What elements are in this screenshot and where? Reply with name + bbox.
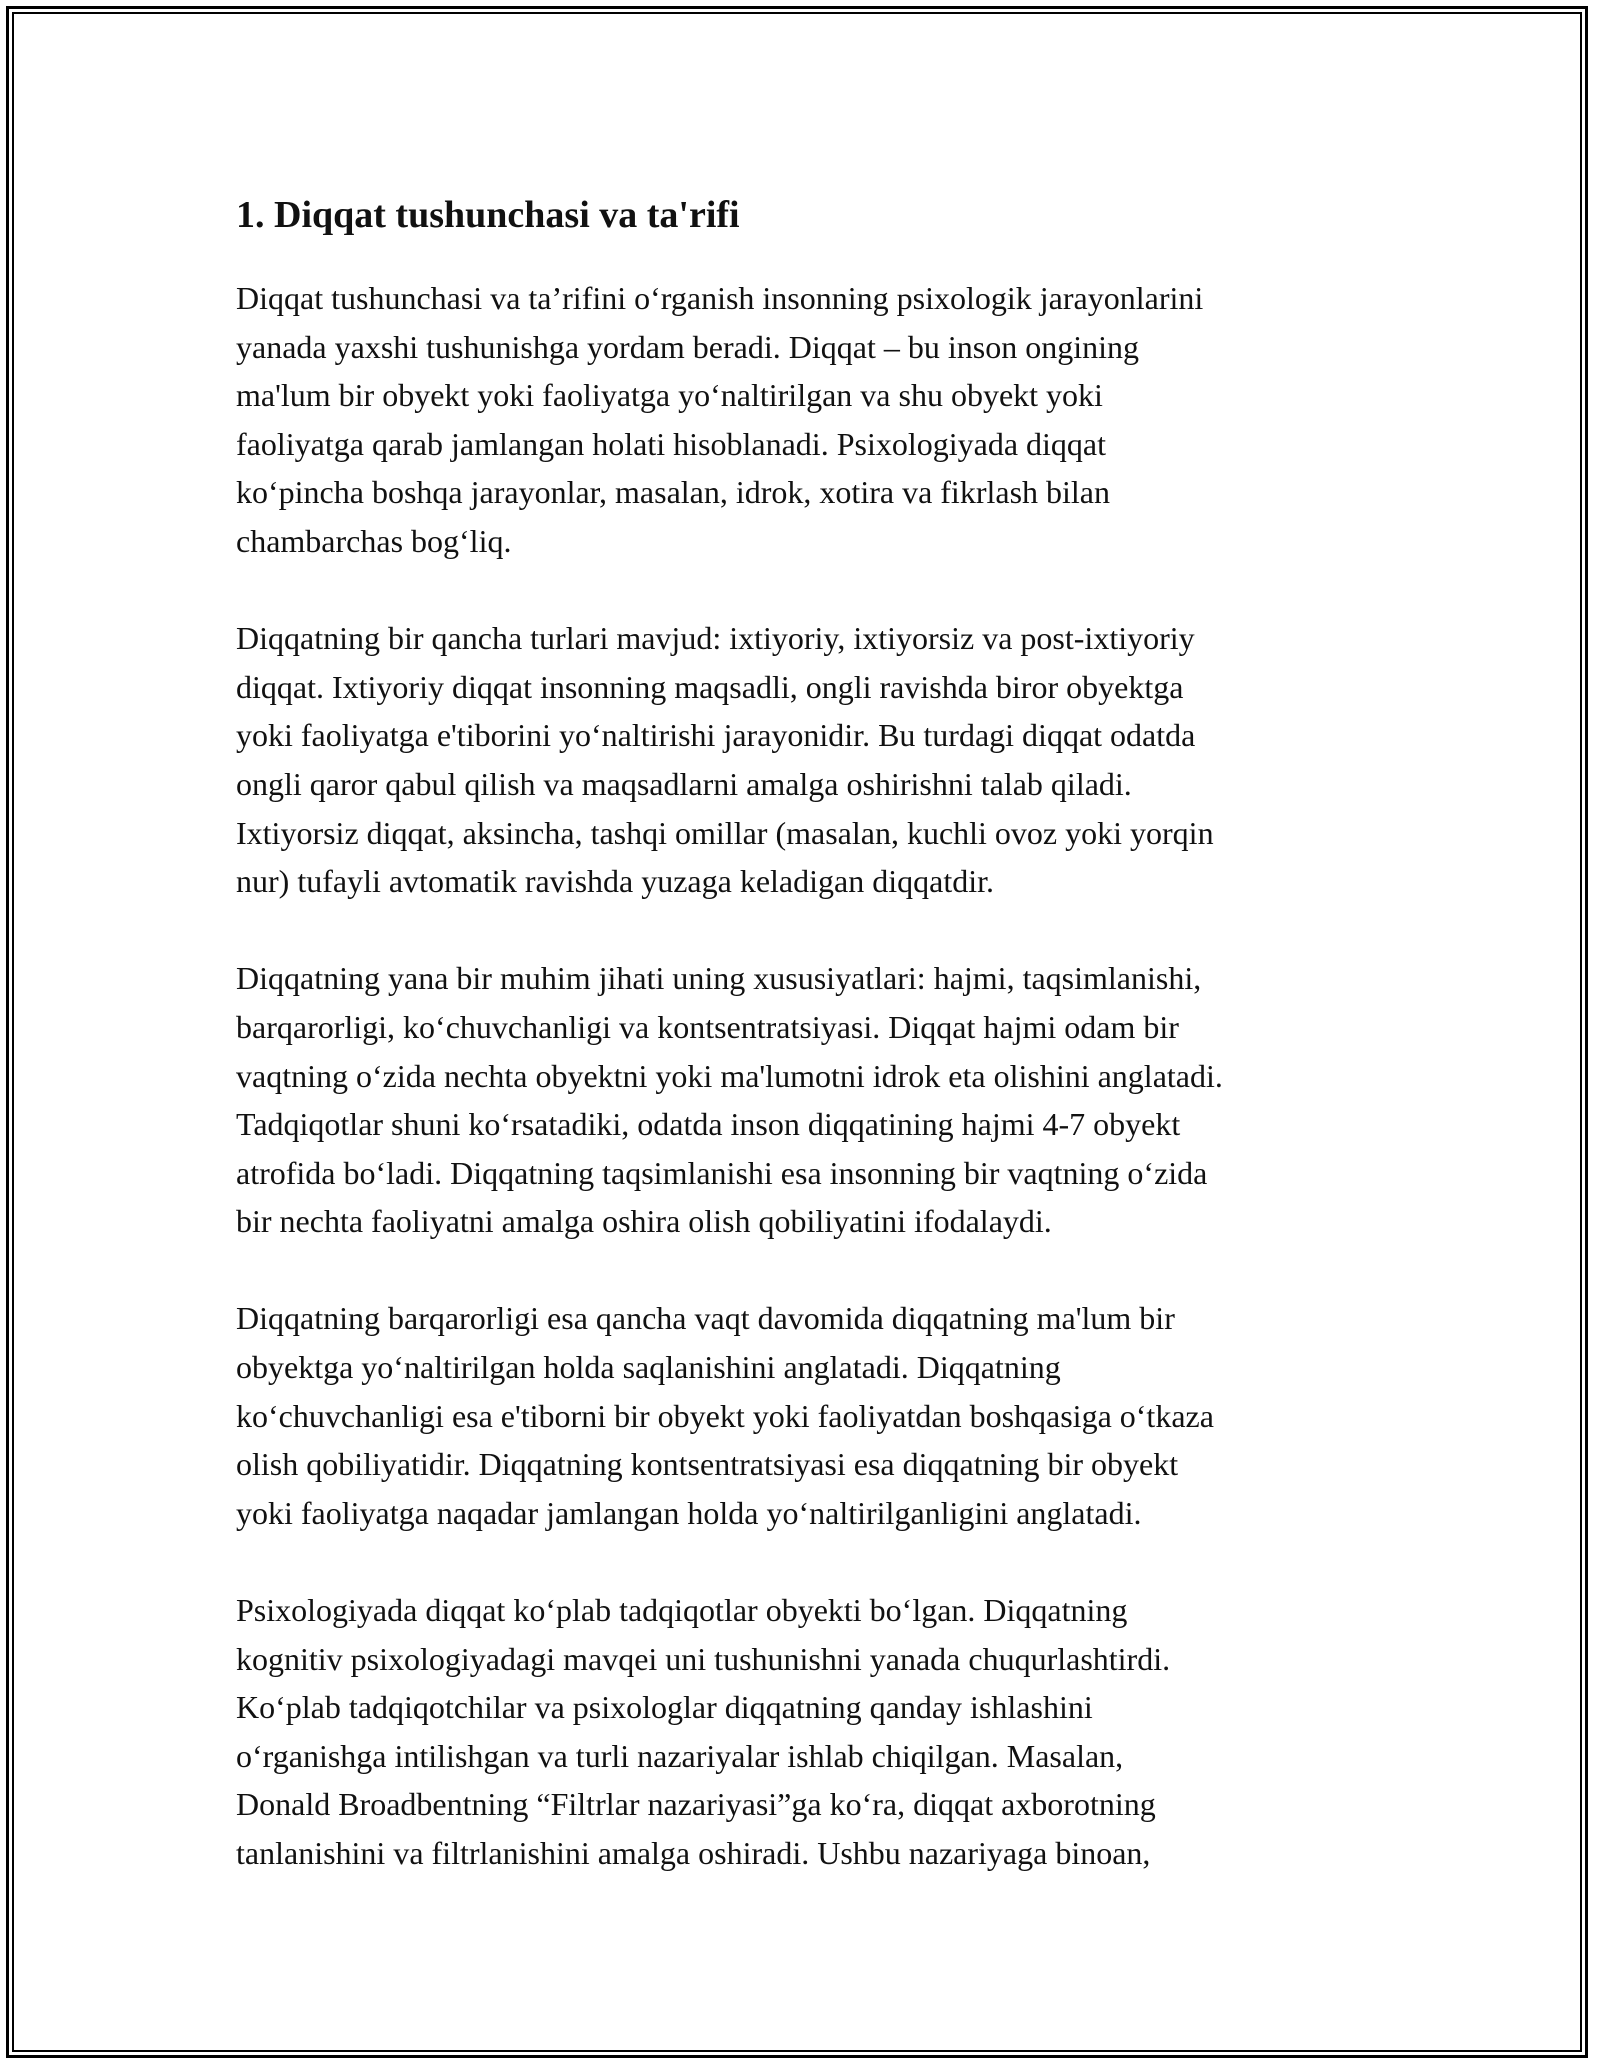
section-heading: 1. Diqqat tushunchasi va ta'rifi xyxy=(236,194,740,236)
paragraph: Psixologiyada diqqat ko‘plab tadqiqotlar obyekti bo‘lgan. Diqqatning kognitiv psixologiyadagi mavqei uni tushunishni yanada chuqurlashtirdi. Ko‘plab tadqiqotchilar va psixologlar diqqatning qanday ishlashini o‘rganishga intilishgan va turli nazariyalar ishlab chiqilgan. Masalan, Donald Broadbentning “Filtrlar nazariyasi”ga ko‘ra, diqqat axborotning tanlanishini va filtrlanishini amalga oshiradi. Ushbu nazariyaga binoan, xyxy=(236,1592,1171,1871)
paragraph: Diqqatning yana bir muhim jihati uning xususiyatlari: hajmi, taqsimlanishi, barqarorligi, ko‘chuvchanligi va kontsentratsiyasi. Diqqat hajmi odam bir vaqtning o‘zida nechta obyektni yoki ma'lumotni idrok eta olishini anglatadi. Tadqiqotlar shuni ko‘rsatadiki, odatda inson diqqatining hajmi 4-7 obyekt atrofida bo‘ladi. Diqqatning taqsimlanishi esa insonning bir vaqtning o‘zida bir nechta faoliyatni amalga oshira olish qobiliyatini ifodalaydi. xyxy=(236,960,1223,1240)
paragraph: Diqqatning barqarorligi esa qancha vaqt davomida diqqatning ma'lum bir obyektga yo‘naltirilgan holda saqlanishini anglatadi. Diqqatning ko‘chuvchanligi esa e'tiborni bir obyekt yoki faoliyatdan boshqasiga o‘tkaza olish qobiliyatidir. Diqqatning kontsentratsiyasi esa diqqatning bir obyekt yoki faoliyatga naqadar jamlangan holda yo‘naltirilganligini anglatadi. xyxy=(236,1300,1214,1531)
paragraph: Diqqat tushunchasi va ta’rifini o‘rganish insonning psixologik jarayonlarini yanada yaxshi tushunishga yordam beradi. Diqqat – bu inson ongining ma'lum bir obyekt yoki faoliyatga yo‘naltirilgan va shu obyekt yoki faoliyatga qarab jamlangan holati hisoblanadi. Psixologiyada diqqat ko‘pincha boshqa jarayonlar, masalan, idrok, xotira va fikrlash bilan chambarchas bog‘liq. xyxy=(236,280,1204,559)
paragraph: Diqqatning bir qancha turlari mavjud: ixtiyoriy, ixtiyorsiz va post-ixtiyoriy diqqat. Ixtiyoriy diqqat insonning maqsadli, ongli ravishda biror obyektga yoki faoliyatga e'tiborini yo‘naltirishi jarayonidir. Bu turdagi diqqat odatda ongli qaror qabul qilish va maqsadlarni amalga oshirishni talab qiladi. Ixtiyorsiz diqqat, aksincha, tashqi omillar (masalan, kuchli ovoz yoki yorqin nur) tufayli avtomatik ravishda yuzaga keladigan diqqatdir. xyxy=(236,620,1214,900)
document-body xyxy=(236,184,1376,1926)
